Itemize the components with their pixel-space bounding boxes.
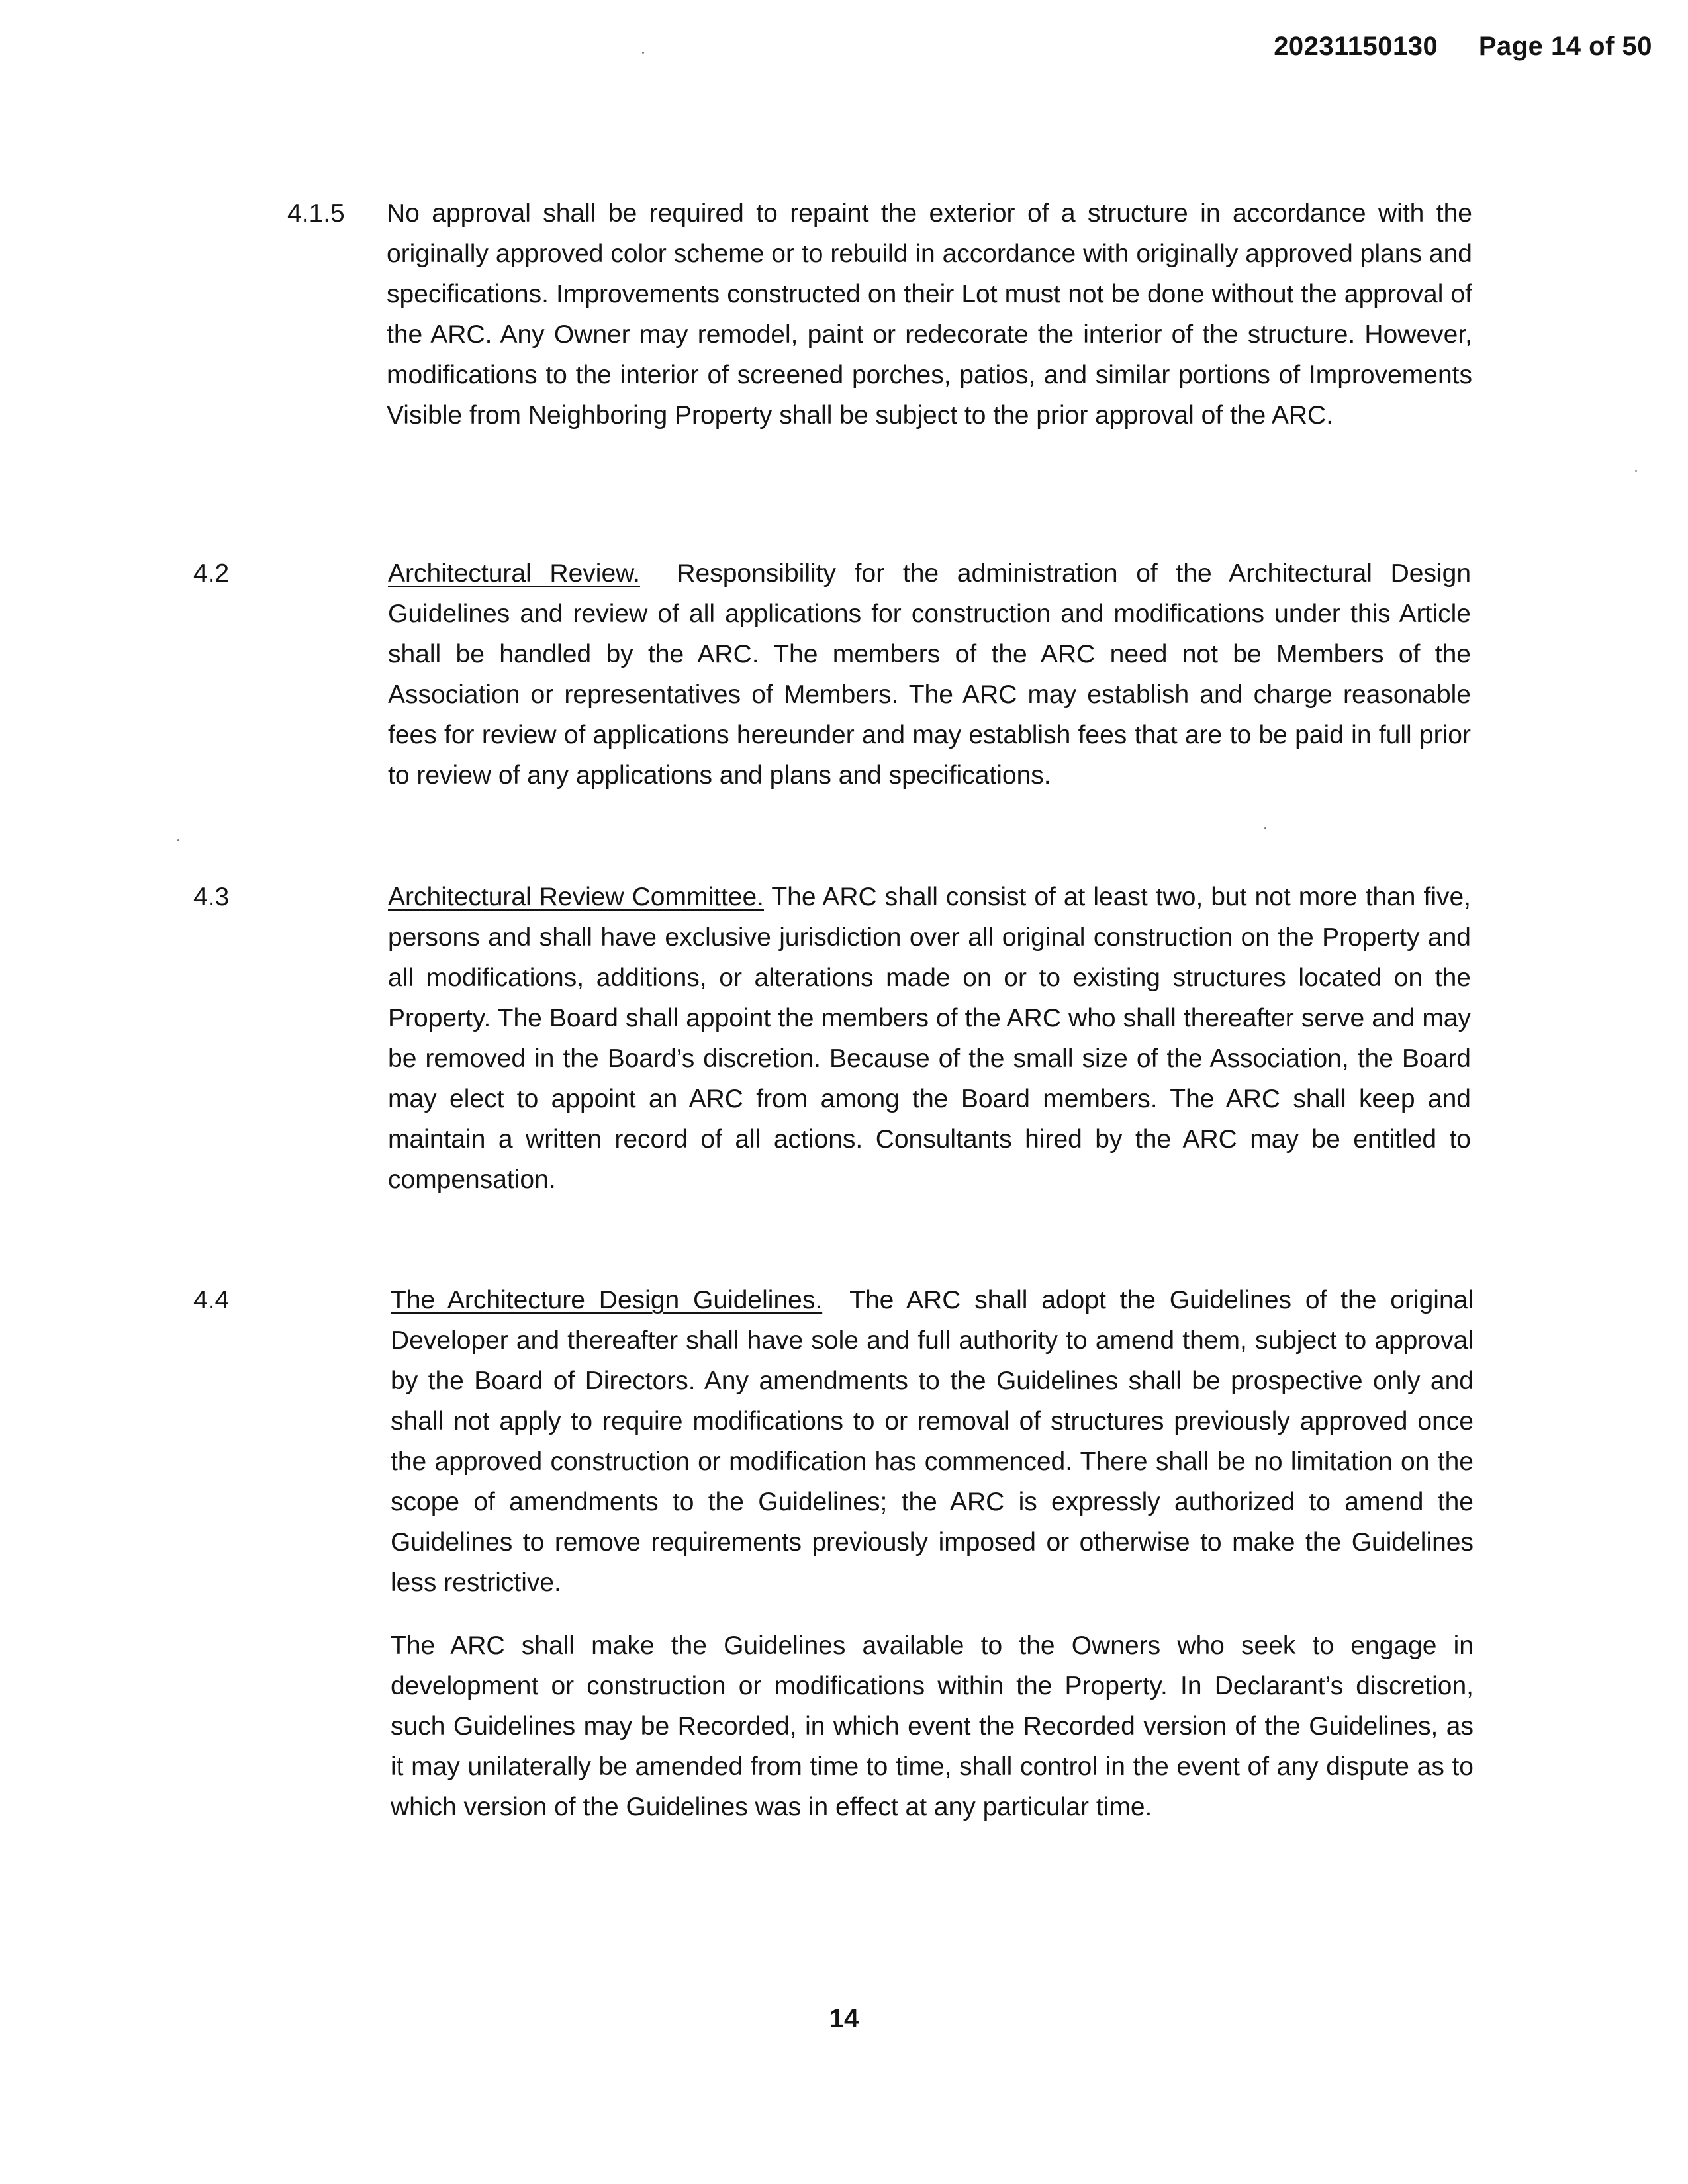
- section-4-2-text: Responsibility for the administration of the Architectural Design Guidelines and review of all applications for construction and modifications under this Article shall be handled by the ARC. The members of the ARC need not be Members of the Association or representatives of Members. The ARC may establish and charge reasonable fees for review of applications hereunder and may establish fees that are to be paid in full prior to review of any applications and plans and specifications.: [388, 559, 1472, 790]
- page-header: [1274, 32, 1652, 62]
- section-4-4-text: The ARC shall adopt the Guidelines of the original Developer and thereafter shall have sole and full authority to amend them, subject to approval by the Board of Directors. Any amendments to the Guidelines shall be prospective only and shall not apply to require modifications to or removal of structures previously approved once the approved construction or modification has commenced. There shall be no limitation on the scope of amendments to the Guidelines; the ARC is expressly authorized to amend the Guidelines to remove requirements previously imposed or otherwise to make the Guidelines less restrictive.: [391, 1286, 1474, 1597]
- section-4-3-paragraph: [388, 877, 1471, 1200]
- scan-speck: [642, 52, 644, 54]
- section-4-4-paragraph-2: The ARC shall make the Guidelines available to the Owners who seek to engage in development or construction or modifications within the Property. In Declarant’s discretion, such Guidelines may be Recorded, in which event the Recorded version of the Guidelines, as it may unilaterally be amended from time to time, shall control in the event of any dispute as to which version of the Guidelines was in effect at any particular time.: [391, 1631, 1474, 1821]
- scan-speck: [1635, 470, 1637, 472]
- page-label: Page 14 of 50: [1478, 32, 1652, 61]
- section-4-3-text: The ARC shall consist of at least two, but not more than five, persons and shall have exclusive jurisdiction over all original construction on the Property and all modifications, additions, or alterations made on or to existing structures located on the Property. The Board shall appoint the members of the ARC who shall thereafter serve and may be removed in the Board’s discretion. Because of the small size of the Association, the Board may elect to appoint an ARC from among the Board members. The ARC shall keep and maintain a written record of all actions. Consultants hired by the ARC may be entitled to compensation.: [388, 883, 1472, 1194]
- section-4-4: [391, 1280, 1474, 1827]
- document-number: 20231150130: [1274, 32, 1438, 61]
- section-4-3: [388, 877, 1471, 1200]
- section-number-4-3: 4.3: [193, 883, 230, 911]
- section-4-2-heading: Architectural Review.: [388, 559, 640, 588]
- section-4-3-heading: Architectural Review Committee.: [388, 883, 765, 911]
- section-number-4-2: 4.2: [193, 559, 230, 588]
- scan-speck: [1264, 827, 1266, 829]
- section-4-1-5: [387, 193, 1472, 435]
- section-4-4-paragraph: [391, 1280, 1474, 1603]
- section-number-4-1-5: 4.1.5: [287, 199, 345, 228]
- page-number: 14: [829, 2004, 859, 2033]
- section-4-1-5-text: No approval shall be required to repaint the exterior of a structure in accordance with the originally approved color scheme or to rebuild in accordance with originally approved plans and specifications. Improvements constructed on their Lot must not be done without the approval of the ARC. Any Owner may remodel, paint or redecorate the interior of the structure. However, modifications to the interior of screened porches, patios, and similar portions of Improvements Visible from Neighboring Property shall be subject to the prior approval of the ARC.: [387, 199, 1472, 430]
- section-number-4-4: 4.4: [193, 1286, 230, 1314]
- section-4-2: [388, 553, 1471, 796]
- scan-speck: [177, 839, 179, 841]
- section-4-4-heading: The Architecture Design Guidelines.: [391, 1286, 823, 1314]
- section-4-2-paragraph: [388, 553, 1471, 796]
